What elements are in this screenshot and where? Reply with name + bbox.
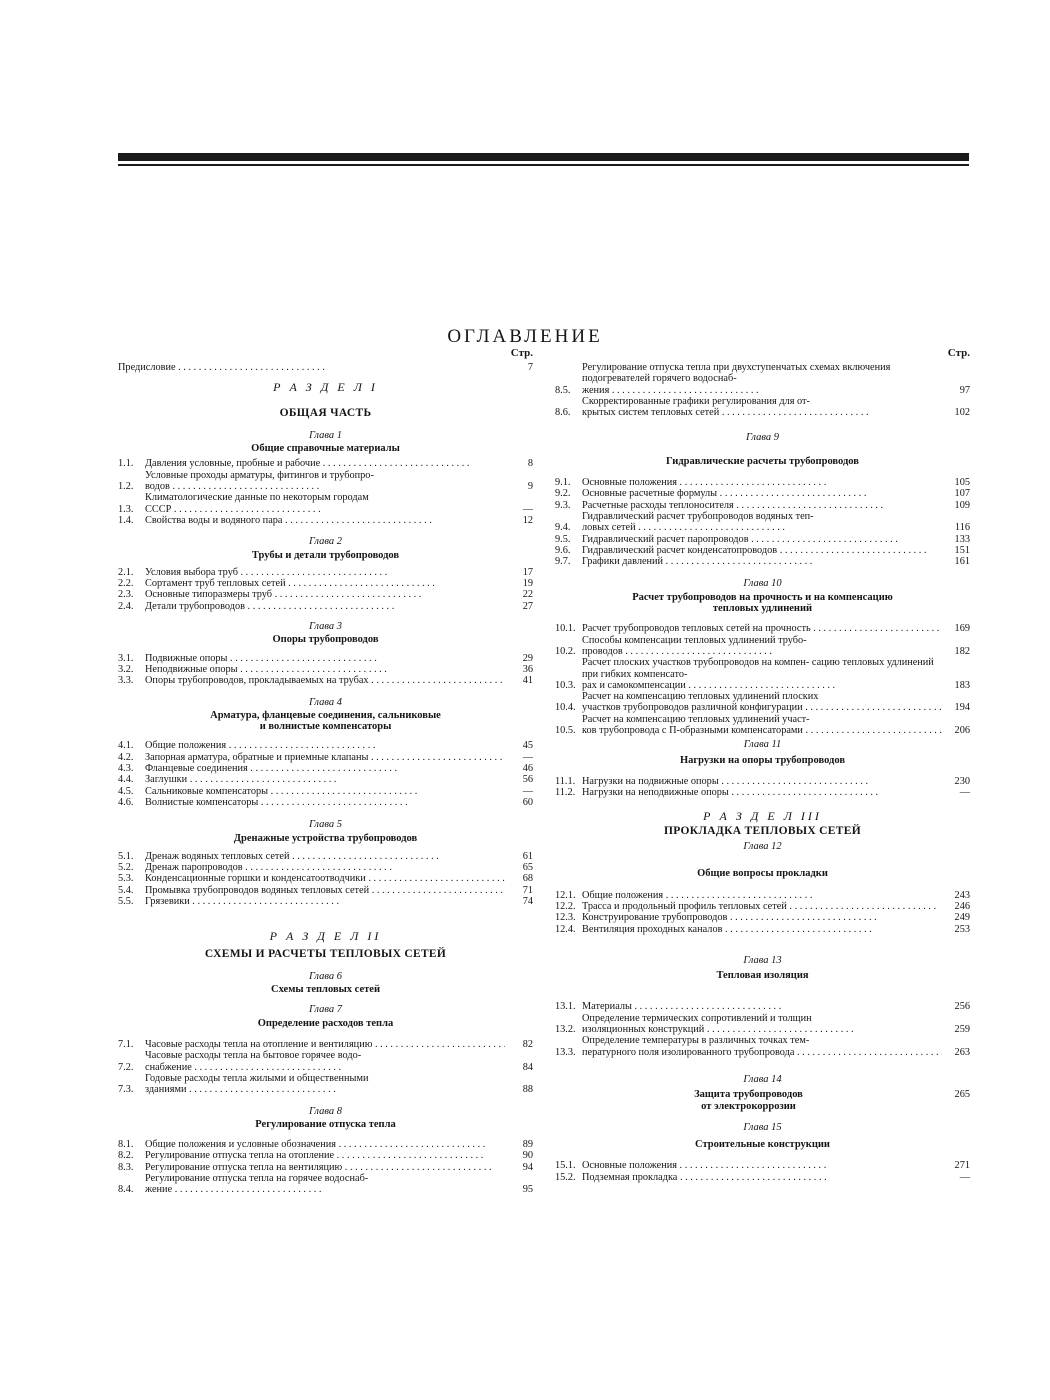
chapter-10-title-line-2: тепловых удлинений [712,603,813,615]
entry-text-continued: водов . . . [145,481,505,492]
chapter-15-title: Строительные конструкции [695,1139,830,1151]
chapter-7-label: Глава 7 [309,1004,342,1016]
entry-text-continued-2: жения . . . [582,385,942,396]
chapter-7-title: Определение расходов тепла [257,1017,394,1029]
chapter-14-title-line-2: от электрокоррозии [701,1100,796,1112]
entry-text-continued: изоляционных конструкций . . . [582,1024,942,1035]
entry-page: — [959,1171,970,1183]
entry-number: 3.3. [118,675,134,687]
entry-text: Дренаж паропроводов . . . [145,862,505,873]
entry-page: 109 [954,499,970,511]
entry-number: 9.7. [555,556,571,568]
entry-page: 82 [522,1039,533,1051]
toc-entry-4-6[interactable] [118,797,533,808]
chapter-4-title-line-2: и волнистые компенсаторы [259,721,392,733]
entry-number: 5.3. [118,873,134,885]
entry-number: 12.4. [555,923,576,935]
toc-entry-2-2[interactable] [118,578,533,589]
entry-number: 9.2. [555,488,571,500]
chapter-3-title: Опоры трубопроводов [272,634,379,646]
toc-entry-5-4[interactable] [118,885,533,896]
entry-text-continued: СССР . . . [145,504,505,515]
toc-entry-10-2[interactable] [555,635,970,658]
chapter-4-title-line-1: Арматура, фланцевые соединения, сальниковые [210,709,441,721]
entry-page: 17 [522,566,533,578]
entry-number: 11.2. [555,787,576,799]
entry-text-continued: крытых систем тепловых сетей . . . [582,407,942,418]
chapter-4-label: Глава 4 [309,696,342,708]
chapter-10-title-line-1: Расчет трубопроводов на прочность и на компенсацию [632,591,893,603]
entry-page: 102 [954,407,970,419]
entry-number: 10.3. [555,679,576,691]
entry-text-continued-2: рах и самокомпенсации . . . [582,680,942,691]
entry-text: Общие положения . . . [582,890,942,901]
entry-number: 5.1. [118,850,134,862]
entry-page: 84 [522,1061,533,1073]
entry-number: 12.1. [555,889,576,901]
entry-text: Гидравлический расчет трубопроводов водяных теп- [582,510,814,522]
entry-number: 7.1. [118,1039,134,1051]
entry-page: 116 [954,522,970,534]
entry-text-continued: жение . . . [145,1184,505,1195]
entry-text: Опоры трубопроводов, прокладываемых на трубах . . . [145,675,505,686]
entry-page: 19 [522,578,533,590]
toc-entry-12-2[interactable] [555,901,970,912]
entry-number: 1.3. [118,503,134,515]
toc-entry-2-4[interactable] [118,601,533,612]
entry-page: 60 [522,796,533,808]
chapter-5-label: Глава 5 [309,819,342,831]
entry-text: Определение термических сопротивлений и толщин [582,1012,812,1024]
chapter-2-label: Глава 2 [309,536,342,548]
entry-text: Подземная прокладка . . . [582,1172,942,1183]
entry-page: 169 [954,623,970,635]
razdel-3-label: Р А З Д Е Л III [703,808,822,823]
toc-entry-4-2[interactable] [118,752,533,763]
entry-number: 2.4. [118,600,134,612]
entry-page: 61 [522,850,533,862]
entry-number: 15.2. [555,1171,576,1183]
entry-number: 10.5. [555,725,576,737]
entry-page: 94 [522,1161,533,1173]
entry-number: 8.3. [118,1161,134,1173]
chapter-14-title-row[interactable] [555,1089,970,1100]
entry-text: Климатологические данные по некоторым городам [145,492,369,504]
entry-text-continued: снабжение . . . [145,1062,505,1073]
entry-page: 22 [522,589,533,601]
toc-entry-7-2[interactable] [118,1050,533,1073]
entry-text: Фланцевые соединения . . . [145,763,505,774]
entry-page: 8 [527,458,533,470]
toc-entry-10-4[interactable] [555,691,970,714]
chapter-14-label: Глава 14 [743,1073,782,1085]
entry-number: 8.2. [118,1150,134,1162]
entry-text: Условия выбора труб . . . [145,567,505,578]
toc-entry-8-2[interactable] [118,1150,533,1161]
chapter-13-label: Глава 13 [743,954,782,966]
entry-text: Основные положения . . . [582,477,942,488]
entry-text-continued: ков трубопровода с П-образными компенсаторами . . . [582,725,942,736]
toc-entry-5-1[interactable] [118,851,533,862]
entry-text: Основные типоразмеры труб . . . [145,589,505,600]
chapter-12-title: Общие вопросы прокладки [697,868,828,880]
entry-text: Расчет плоских участков трубопроводов на компен- [582,657,810,669]
entry-text: Подвижные опоры . . . [145,653,505,664]
toc-entry-8-1[interactable] [118,1139,533,1150]
toc-entry-4-5[interactable] [118,786,533,797]
entry-number: 4.1. [118,740,134,752]
entry-text-continued: ловых сетей . . . [582,522,942,533]
entry-page: 46 [522,763,533,775]
entry-number: 9.5. [555,533,571,545]
entry-text: Часовые расходы тепла на отопление и вентиляцию . . . [145,1039,505,1050]
toc-entry-4-3[interactable] [118,763,533,774]
chapter-15-label: Глава 15 [743,1121,782,1133]
entry-number: 2.2. [118,578,134,590]
entry-number: 4.3. [118,763,134,775]
entry-text: Детали трубопроводов . . . [145,601,505,612]
entry-page: 88 [522,1084,533,1096]
entry-text: Расчет на компенсацию тепловых удлинений плоских [582,691,819,703]
toc-entry-1-4[interactable] [118,515,533,526]
entry-page: 7 [527,362,533,373]
entry-text: Грязевики . . . [145,896,505,907]
toc-entry-7-1[interactable] [118,1039,533,1050]
toc-entry-15-1[interactable] [555,1160,970,1171]
entry-number: 2.3. [118,589,134,601]
page-column-label-right: Стр. [947,347,970,359]
entry-number: 4.6. [118,796,134,808]
page-title: ОГЛАВЛЕНИЕ [447,326,603,347]
toc-entry-15-2[interactable] [555,1172,970,1183]
chapter-14-title-line-1: Защита трубопроводов [694,1089,803,1101]
entry-number: 9.3. [555,499,571,511]
entry-number: 13.2. [555,1024,576,1036]
top-rule-thick [118,153,969,161]
entry-page: 253 [954,923,970,935]
razdel-3-title: ПРОКЛАДКА ТЕПЛОВЫХ СЕТЕЙ [664,824,861,837]
entry-page: 71 [522,884,533,896]
entry-text: Годовые расходы тепла жилыми и общественными [145,1072,369,1084]
toc-entry-9-7[interactable] [555,556,970,567]
chapter-2-title: Трубы и детали трубопроводов [251,549,400,561]
chapter-8-title: Регулирование отпуска тепла [255,1118,396,1130]
entry-page: 9 [527,481,533,493]
entry-page: 68 [522,873,533,885]
entry-page: 271 [954,1160,970,1172]
toc-entry-3-1[interactable] [118,653,533,664]
entry-page: 249 [954,912,970,924]
entry-page: 182 [954,645,970,657]
entry-page: 41 [522,675,533,687]
entry-text: Вентиляция проходных каналов . . . [582,924,942,935]
entry-text: Сортамент труб тепловых сетей . . . [145,578,505,589]
entry-page: 206 [954,725,970,737]
entry-page: 183 [954,679,970,691]
toc-entry-12-1[interactable] [555,890,970,901]
razdel-2-title: СХЕМЫ И РАСЧЕТЫ ТЕПЛОВЫХ СЕТЕЙ [204,947,447,960]
entry-text: Общие положения и условные обозначения . . . [145,1139,505,1150]
entry-number: 10.4. [555,702,576,714]
entry-number: 4.4. [118,774,134,786]
toc-entry-5-5[interactable] [118,896,533,907]
toc-entry-7-3[interactable] [118,1073,533,1096]
entry-number: 5.2. [118,862,134,874]
entry-page: 29 [522,652,533,664]
entry-page: 95 [522,1184,533,1196]
chapter-6-label: Глава 6 [309,970,342,982]
entry-text: Скорректированные графики регулирования для от- [582,395,810,407]
toc-entry-9-2[interactable] [555,488,970,499]
entry-page: 246 [954,900,970,912]
entry-text: Часовые расходы тепла на бытовое горячее водо- [145,1050,362,1062]
entry-text: Предисловие . . . [118,362,505,373]
entry-page: 65 [522,862,533,874]
entry-text-continued: схемах включения подогревателей горячего водоснаб- [582,362,891,385]
entry-number: 1.1. [118,458,134,470]
toc-right-column [555,348,970,1183]
entry-text: Основные расчетные формулы . . . [582,488,942,499]
entry-text: Общие положения . . . [145,740,505,751]
entry-number: 2.1. [118,566,134,578]
entry-number: 8.5. [555,384,571,396]
toc-entry-5-3[interactable] [118,873,533,884]
toc-entry-1-2[interactable] [118,470,533,493]
entry-number: 13.3. [555,1046,576,1058]
chapter-9-label: Глава 9 [746,432,779,444]
entry-page: 263 [954,1046,970,1058]
entry-text: Материалы . . . [582,1001,942,1012]
entry-text: Запорная арматура, обратные и приемные клапаны . . . [145,752,505,763]
entry-text: Дренаж водяных тепловых сетей . . . [145,851,505,862]
entry-number: 9.4. [555,522,571,534]
chapter-9-title: Гидравлические расчеты трубопроводов [666,455,859,467]
entry-number: 5.4. [118,884,134,896]
entry-text: Расчетные расходы теплоносителя . . . [582,500,942,511]
entry-number: 12.3. [555,912,576,924]
chapter-10-label: Глава 10 [743,578,782,590]
entry-number: 7.2. [118,1061,134,1073]
page-column-label: Стр. [510,347,533,359]
entry-text: Графики давлений . . . [582,556,942,567]
chapter-5-title: Дренажные устройства трубопроводов [233,832,418,844]
entry-text: Промывка трубопроводов водяных тепловых сетей . . . [145,885,505,896]
entry-number: 10.1. [555,623,576,635]
toc-entry-5-2[interactable] [118,862,533,873]
entry-text: Регулирование отпуска тепла на отопление . . . [145,1150,505,1161]
toc-entry-1-1[interactable] [118,458,533,469]
toc-entry-4-4[interactable] [118,774,533,785]
entry-page: 105 [954,477,970,489]
chapter-3-label: Глава 3 [309,621,342,633]
entry-page: 97 [959,384,970,396]
toc-entry-13-3[interactable] [555,1035,970,1058]
chapter-14-page: 265 [954,1089,970,1101]
entry-text: Нагрузки на подвижные опоры . . . [582,776,942,787]
entry-number: 8.4. [118,1184,134,1196]
toc-entry-4-1[interactable] [118,740,533,751]
entry-text: Регулирование отпуска тепла на горячее водоснаб- [145,1173,369,1185]
toc-entry-13-1[interactable] [555,1001,970,1012]
entry-page: 230 [954,775,970,787]
entry-page: — [522,503,533,515]
entry-number: 3.2. [118,663,134,675]
entry-number: 15.1. [555,1160,576,1172]
toc-entry-8-3[interactable] [118,1162,533,1173]
entry-text: Конденсационные горшки и конденсатоотводчики . . . [145,873,505,884]
toc-entry-11-2[interactable] [555,787,970,798]
entry-text: Способы компенсации тепловых удлинений трубо- [582,634,807,646]
entry-text: Определение температуры в различных точках тем- [582,1035,810,1047]
entry-text-continued: участков трубопроводов различной конфигурации . . . [582,702,942,713]
chapter-1-label: Глава 1 [309,429,342,441]
entry-page: 256 [954,1001,970,1013]
entry-text-continued: пературного поля изолированного трубопровода . . . [582,1047,942,1058]
toc-entry-2-3[interactable] [118,589,533,600]
chapter-12-label: Глава 12 [743,841,782,853]
chapter-1-title: Общие справочные материалы [251,443,400,455]
entry-page: 107 [954,488,970,500]
entry-text: Расчет на компенсацию тепловых удлинений участ- [582,713,810,725]
toc-entry-9-4[interactable] [555,511,970,534]
toc-left-column [118,348,533,1196]
toc-entry-12-3[interactable] [555,912,970,923]
entry-text-continued: зданиями . . . [145,1084,505,1095]
chapter-14-title-row-2 [555,1101,970,1112]
chapter-8-label: Глава 8 [309,1105,342,1117]
entry-page: 161 [954,556,970,568]
entry-text: Регулирование отпуска тепла при двухступенчатых [582,362,808,373]
entry-number: 9.6. [555,544,571,556]
entry-number: 3.1. [118,652,134,664]
top-rule-thin [118,164,969,166]
toc-entry-preface[interactable] [118,362,533,373]
entry-page: 243 [954,889,970,901]
entry-text: Основные положения . . . [582,1160,942,1171]
entry-text: Расчет трубопроводов тепловых сетей на прочность . . . [582,623,942,634]
entry-page: 56 [522,774,533,786]
entry-text: Неподвижные опоры . . . [145,664,505,675]
chapter-13-title: Тепловая изоляция [716,970,809,982]
razdel-1-label: Р А З Д Е Л I [273,380,378,395]
razdel-2-label: Р А З Д Е Л II [269,929,382,944]
entry-page: 45 [522,740,533,752]
entry-text: Трасса и продольный профиль тепловых сетей . . . [582,901,942,912]
toc-entry-9-1[interactable] [555,477,970,488]
entry-page: — [522,785,533,797]
toc-entry-9-5[interactable] [555,534,970,545]
entry-text: Нагрузки на неподвижные опоры . . . [582,787,942,798]
entry-number: 7.3. [118,1084,134,1096]
entry-page: 12 [522,514,533,526]
entry-page: 89 [522,1139,533,1151]
entry-number: 11.1. [555,775,576,787]
entry-number: 8.1. [118,1139,134,1151]
entry-page: 27 [522,600,533,612]
toc-entry-8-4[interactable] [118,1173,533,1196]
entry-page: — [959,787,970,799]
toc-entry-3-3[interactable] [118,675,533,686]
entry-page: 259 [954,1024,970,1036]
toc-entry-2-1[interactable] [118,567,533,578]
chapter-11-label: Глава 11 [743,739,782,751]
entry-text: Свойства воды и водяного пара . . . [145,515,505,526]
entry-number: 1.4. [118,514,134,526]
toc-entry-10-3[interactable] [555,657,970,691]
entry-page: 194 [954,702,970,714]
entry-number: 8.6. [555,407,571,419]
razdel-1-title: ОБЩАЯ ЧАСТЬ [279,406,372,419]
entry-number: 10.2. [555,645,576,657]
chapter-11-title: Нагрузки на опоры трубопроводов [679,754,846,766]
entry-page: 151 [954,544,970,556]
toc-entry-12-4[interactable] [555,924,970,935]
entry-number: 4.5. [118,785,134,797]
toc-entry-8-6[interactable] [555,396,970,419]
entry-number: 5.5. [118,895,134,907]
entry-text: Регулирование отпуска тепла на вентиляцию . . . [145,1162,505,1173]
chapter-6-title: Схемы тепловых сетей [270,984,380,996]
entry-text: Условные проходы арматуры, фитингов и трубопро- [145,469,374,481]
entry-number: 13.1. [555,1001,576,1013]
entry-text-continued: сацию тепловых удлинений при гибких компенсато- [582,657,934,680]
toc-entry-8-5[interactable] [555,362,970,396]
entry-page: 133 [954,533,970,545]
entry-number: 9.1. [555,477,571,489]
entry-page: — [522,751,533,763]
toc-entry-9-6[interactable] [555,545,970,556]
entry-page: 36 [522,663,533,675]
entry-number: 4.2. [118,751,134,763]
entry-text: Гидравлический расчет конденсатопроводов . . . [582,545,942,556]
entry-page: 74 [522,895,533,907]
entry-text: Сальниковые компенсаторы . . . [145,786,505,797]
toc-entry-9-3[interactable] [555,500,970,511]
toc-entry-1-3[interactable] [118,492,533,515]
entry-page: 90 [522,1150,533,1162]
toc-entry-11-1[interactable] [555,776,970,787]
toc-entry-10-1[interactable] [555,623,970,634]
entry-text: Конструирование трубопроводов . . . [582,912,942,923]
entry-number: 1.2. [118,481,134,493]
entry-text-continued: проводов . . . [582,646,942,657]
entry-text: Гидравлический расчет паропроводов . . . [582,534,942,545]
entry-text: Заглушки . . . [145,774,505,785]
entry-text: Волнистые компенсаторы . . . [145,797,505,808]
toc-entry-3-2[interactable] [118,664,533,675]
toc-entry-13-2[interactable] [555,1013,970,1036]
entry-text: Давления условные, пробные и рабочие . . . [145,458,505,469]
entry-number: 12.2. [555,900,576,912]
toc-entry-10-5[interactable] [555,714,970,737]
